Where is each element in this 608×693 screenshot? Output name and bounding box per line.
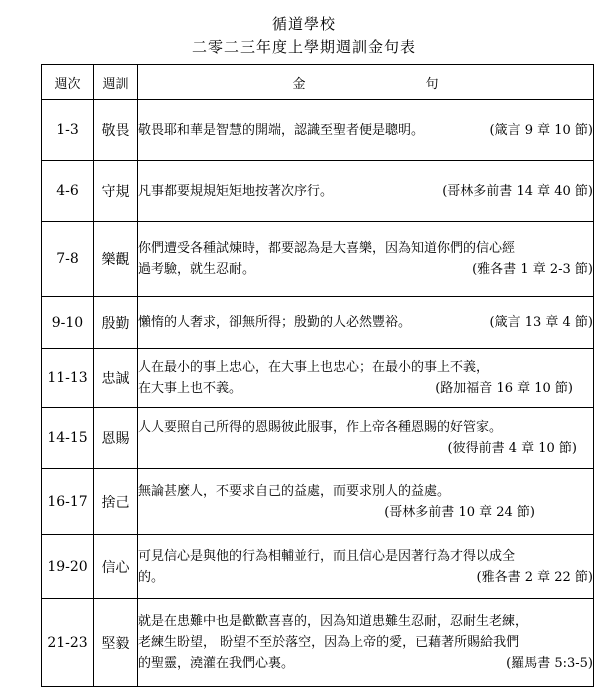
table-row <box>42 599 594 687</box>
table-row <box>42 161 594 222</box>
verse-reference: (羅馬書 5:3-5) <box>506 656 593 671</box>
motto-cell: 信心 <box>94 535 138 599</box>
verse-text-line: 在大事上也不義。 <box>138 381 243 396</box>
verse-text-line: 的聖靈，澆灌在我們心裏。 <box>138 656 295 671</box>
verse-table <box>41 64 594 687</box>
table-row <box>42 469 594 535</box>
table-row <box>42 100 594 161</box>
verse-reference: (彼得前書 4 章 10 節) <box>447 441 577 456</box>
verse-text: 凡事都要規規矩矩地按著次序行。 <box>138 183 334 199</box>
verse-text-line: 你們遭受各種試煉時，都要認為是大喜樂，因為知道你們的信心經 <box>138 241 516 256</box>
verse-cell <box>138 297 594 349</box>
verse-reference: (哥林多前書 14 章 40 節) <box>442 183 593 199</box>
week-cell: 14-15 <box>42 408 94 469</box>
motto-cell: 捨己 <box>94 469 138 535</box>
table-header-row <box>42 65 594 100</box>
verse-cell <box>138 408 594 469</box>
page-title: 二零二三年度上學期週訓金句表 <box>191 38 416 56</box>
table-row <box>42 535 594 599</box>
verse-cell <box>138 222 594 297</box>
week-cell: 21-23 <box>42 599 94 687</box>
verse-header-char-1: 金 <box>292 76 306 92</box>
motto-cell: 堅毅 <box>94 599 138 687</box>
verse-cell <box>138 469 594 535</box>
verse-text: 敬畏耶和華是智慧的開端，認識至聖者便是聰明。 <box>138 122 425 138</box>
verse-text-line: 的。 <box>138 569 165 585</box>
verse-text-line: 人在最小的事上忠心，在大事上也忠心；在最小的事上不義， <box>138 360 490 375</box>
week-cell: 1-3 <box>42 100 94 161</box>
verse-reference: (雅各書 2 章 22 節) <box>476 569 593 585</box>
week-cell: 16-17 <box>42 469 94 535</box>
verse-text-line: 無論甚麼人，不要求自己的益處，而要求別人的益處。 <box>138 483 451 499</box>
table-row <box>42 349 594 408</box>
verse-reference: (哥林多前書 10 章 24 節) <box>384 504 535 520</box>
week-column-header: 週次 <box>42 65 94 100</box>
motto-cell: 忠誠 <box>94 349 138 408</box>
table-row <box>42 222 594 297</box>
week-cell: 7-8 <box>42 222 94 297</box>
verse-column-header <box>138 65 594 100</box>
verse-cell <box>138 535 594 599</box>
week-cell: 4-6 <box>42 161 94 222</box>
verse-cell <box>138 349 594 408</box>
verse-text-line: 人人要照自己所得的恩賜彼此服事，作上帝各種恩賜的好管家。 <box>138 420 503 435</box>
verse-text-line: 老練生盼望， 盼望不至於落空，因為上帝的愛，已藉著所賜給我們 <box>138 635 520 650</box>
motto-cell: 樂觀 <box>94 222 138 297</box>
verse-reference: (路加福音 16 章 10 節) <box>435 381 573 396</box>
week-cell: 11-13 <box>42 349 94 408</box>
table-row <box>42 297 594 349</box>
motto-cell: 恩賜 <box>94 408 138 469</box>
verse-header-char-2: 句 <box>425 76 439 92</box>
verse-cell <box>138 100 594 161</box>
motto-cell: 守規 <box>94 161 138 222</box>
school-name: 循道學校 <box>271 15 336 33</box>
verse-reference: (箴言 9 章 10 節) <box>489 122 593 138</box>
motto-cell: 殷勤 <box>94 297 138 349</box>
verse-reference: (雅各書 1 章 2-3 節) <box>472 262 593 277</box>
week-cell: 9-10 <box>42 297 94 349</box>
week-cell: 19-20 <box>42 535 94 599</box>
motto-column-header: 週訓 <box>94 65 138 100</box>
verse-text: 懶惰的人奢求，卻無所得；殷勤的人必然豐裕。 <box>138 315 412 330</box>
verse-reference: (箴言 13 章 4 節) <box>489 315 593 330</box>
verse-text-line: 就是在患難中也是歡歡喜喜的，因為知道患難生忍耐，忍耐生老練， <box>138 614 529 629</box>
table-row <box>42 408 594 469</box>
motto-cell: 敬畏 <box>94 100 138 161</box>
verse-text-line: 過考驗，就生忍耐。 <box>138 262 256 277</box>
verse-cell <box>138 161 594 222</box>
verse-cell <box>138 599 594 687</box>
verse-text-line: 可見信心是與他的行為相輔並行，而且信心是因著行為才得以成全 <box>138 548 516 564</box>
